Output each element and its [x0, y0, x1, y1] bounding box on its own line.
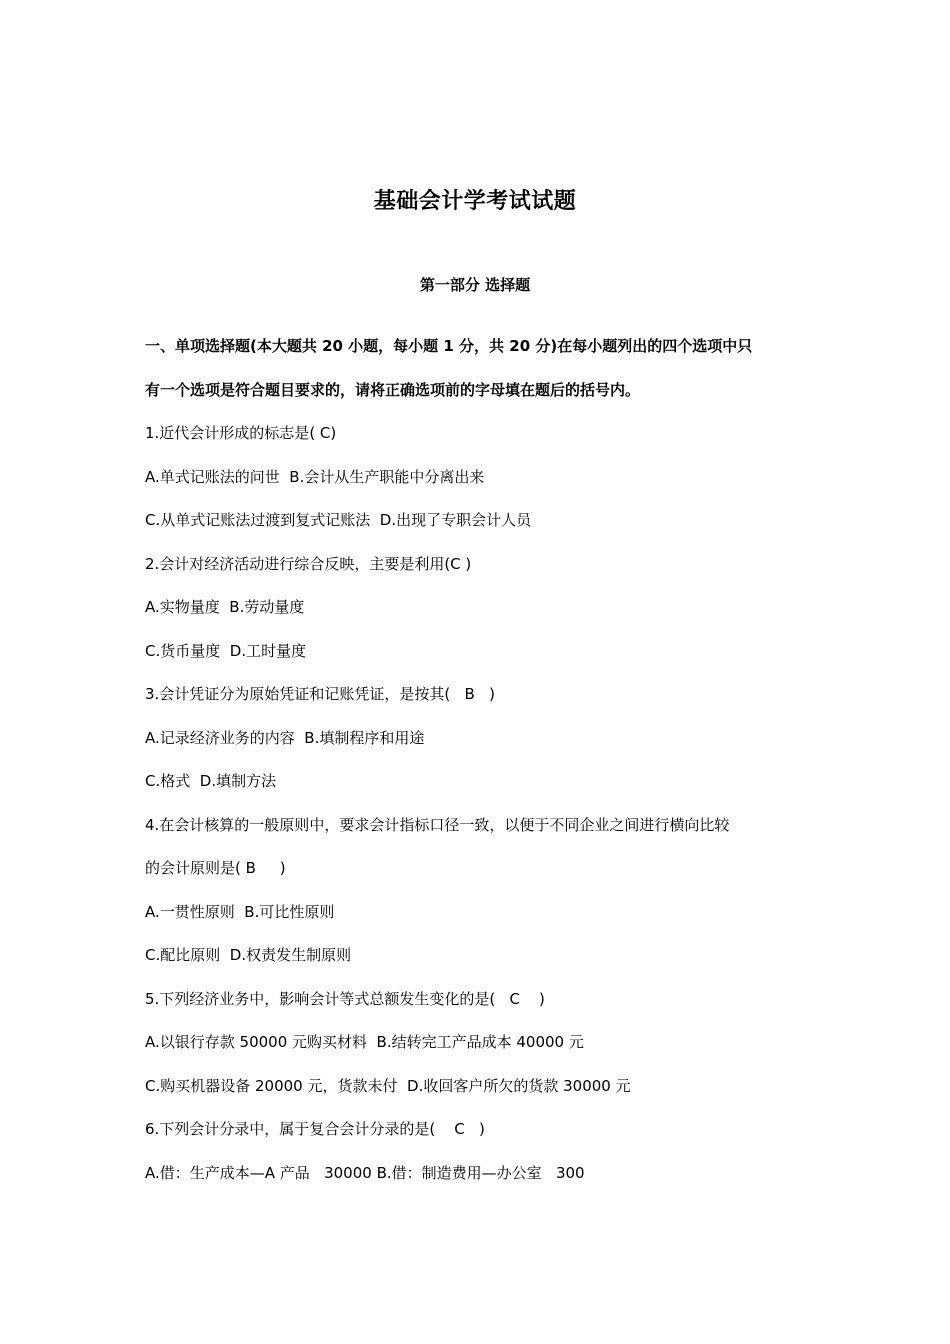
- question-4-options-ab: A.一贯性原则 B.可比性原则: [145, 903, 335, 921]
- question-3: 3.会计凭证分为原始凭证和记账凭证，是按其( B ): [145, 685, 495, 703]
- question-1: 1.近代会计形成的标志是( C): [145, 424, 337, 442]
- question-2: 2.会计对经济活动进行综合反映，主要是利用(C ): [145, 555, 472, 573]
- question-3-options-cd: C.格式 D.填制方法: [145, 772, 277, 790]
- document-title: 基础会计学考试试题: [373, 189, 577, 214]
- question-6: 6.下列会计分录中，属于复合会计分录的是( C ): [145, 1120, 485, 1138]
- question-3-options-ab: A.记录经济业务的内容 B.填制程序和用途: [145, 729, 425, 747]
- question-4-continued: 的会计原则是( B ): [145, 859, 286, 877]
- question-4: 4.在会计核算的一般原则中，要求会计指标口径一致，以便于不同企业之间进行横向比较: [145, 816, 730, 834]
- question-2-options-ab: A.实物量度 B.劳动量度: [145, 598, 305, 616]
- question-5-options-ab: A.以银行存款 50000 元购买材料 B.结转完工产品成本 40000 元: [145, 1033, 584, 1051]
- part-heading: 第一部分 选择题: [419, 276, 531, 294]
- section-intro-line-1: 一、单项选择题(本大题共 20 小题，每小题 1 分，共 20 分)在每小题列出的四个选项中只: [145, 337, 753, 355]
- question-1-options-cd: C.从单式记账法过渡到复式记账法 D.出现了专职会计人员: [145, 511, 532, 529]
- section-intro-line-2: 有一个选项是符合题目要求的，请将正确选项前的字母填在题后的括号内。: [145, 381, 641, 399]
- question-5-options-cd: C.购买机器设备 20000 元，货款未付 D.收回客户所欠的货款 30000 元: [145, 1077, 631, 1095]
- question-2-options-cd: C.货币量度 D.工时量度: [145, 642, 307, 660]
- question-6-options-ab: A.借：生产成本—A 产品 30000 B.借：制造费用—办公室 300: [145, 1164, 585, 1182]
- question-4-options-cd: C.配比原则 D.权责发生制原则: [145, 946, 352, 964]
- question-5: 5.下列经济业务中，影响会计等式总额发生变化的是( C ): [145, 990, 545, 1008]
- question-1-options-ab: A.单式记账法的问世 B.会计从生产职能中分离出来: [145, 468, 485, 486]
